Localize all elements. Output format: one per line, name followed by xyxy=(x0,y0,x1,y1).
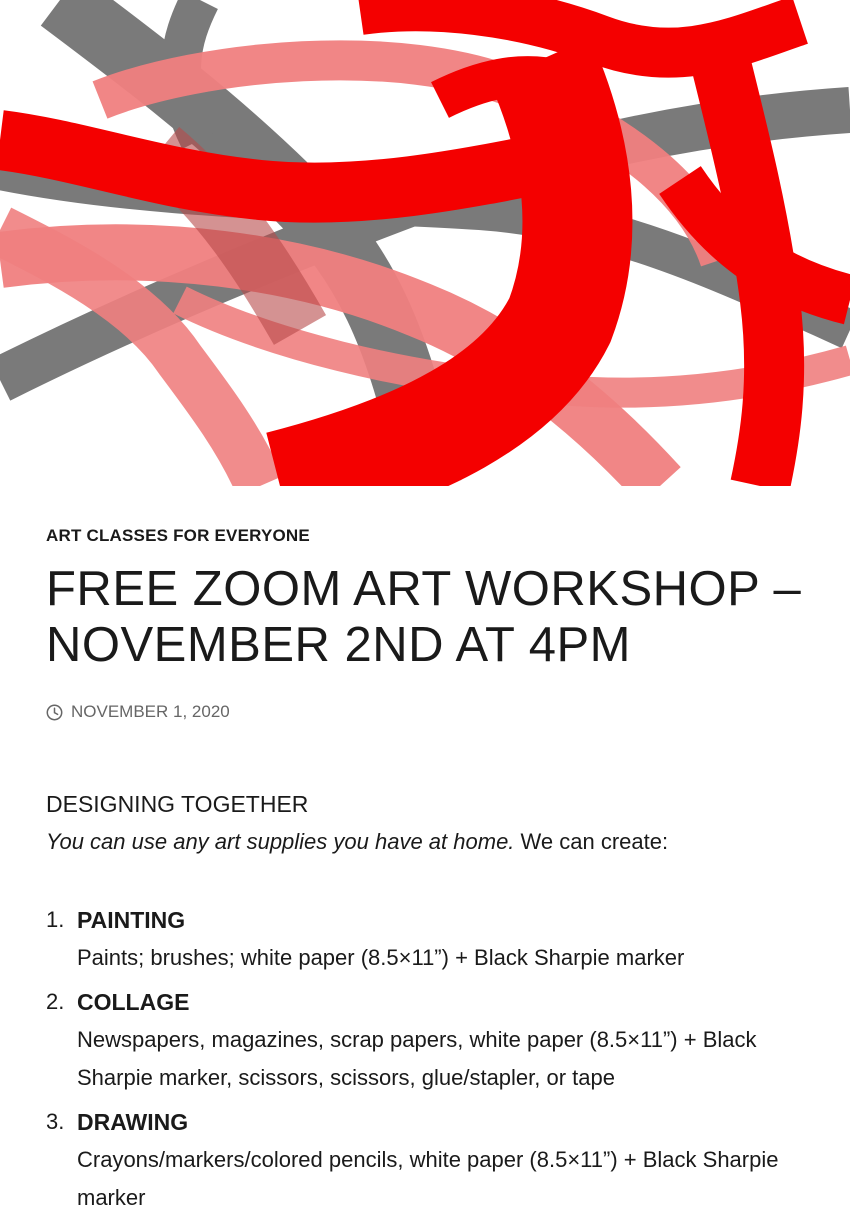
intro-paragraph xyxy=(46,827,826,857)
list-item-title: PAINTING xyxy=(77,907,186,933)
abstract-brushstroke-artwork xyxy=(0,0,850,486)
list-number: 1. xyxy=(46,907,65,932)
list-item-text: Crayons/markers/colored pencils, white paper (8.5×11”) + Black Sharpie marker xyxy=(77,1147,779,1210)
post-category[interactable]: ART CLASSES FOR EVERYONE xyxy=(46,526,310,545)
post-meta xyxy=(46,701,826,723)
list-item-title: COLLAGE xyxy=(77,989,190,1015)
list-item-text: Newspapers, magazines, scrap papers, white paper (8.5×11”) + Black Sharpie marker, scissors, scissors, glue/stapler, or tape xyxy=(77,1027,757,1090)
post-date[interactable]: NOVEMBER 1, 2020 xyxy=(71,702,230,721)
section-heading: DESIGNING TOGETHER xyxy=(46,791,309,817)
intro-text: We can create: xyxy=(514,829,669,854)
list-item xyxy=(46,901,826,977)
intro-italic-text: You can use any art supplies you have at home. xyxy=(46,829,515,854)
list-item-title: DRAWING xyxy=(77,1109,189,1135)
supply-list xyxy=(46,901,826,1217)
list-number: 3. xyxy=(46,1109,65,1134)
post-title: FREE ZOOM ART WORKSHOP – NOVEMBER 2ND AT 4PM xyxy=(46,562,802,672)
hero-image xyxy=(0,0,850,486)
clock-icon xyxy=(46,704,63,721)
list-item-text: Paints; brushes; white paper (8.5×11”) + Black Sharpie marker xyxy=(77,945,685,970)
list-item xyxy=(46,983,826,1097)
article xyxy=(46,525,826,1223)
list-item xyxy=(46,1103,826,1217)
list-number: 2. xyxy=(46,989,65,1014)
